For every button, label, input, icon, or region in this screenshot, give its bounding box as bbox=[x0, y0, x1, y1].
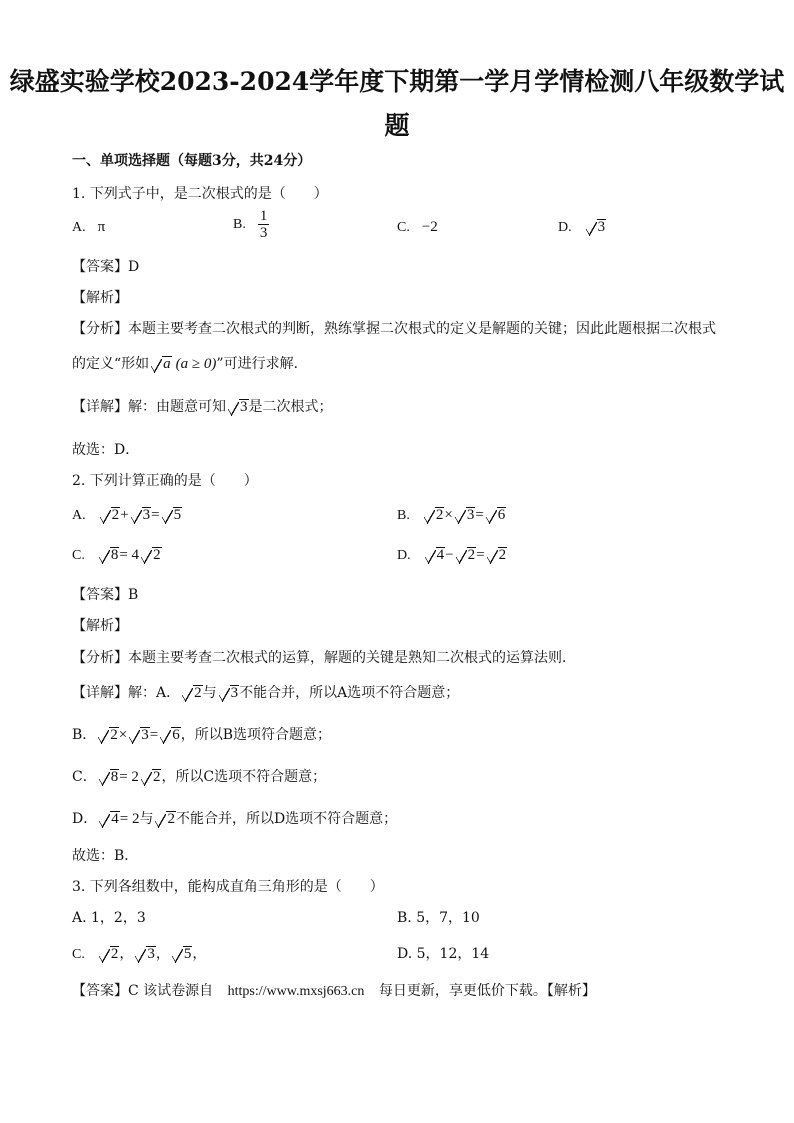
q1-option-d: D. 3 bbox=[558, 219, 606, 235]
q2-option-c: C. 8= 4 2 bbox=[72, 547, 161, 563]
q1-option-b: B. $\frac{1}{3}$ bbox=[233, 208, 268, 241]
q2-option-d: D. 4− 2= 2 bbox=[397, 547, 507, 563]
q2-answer: 【答案】B bbox=[72, 587, 139, 603]
fraction-one-third: $\frac{1}{3}$ bbox=[259, 208, 268, 241]
document-title-line2: 题 bbox=[384, 111, 410, 140]
q1-option-a: A. π bbox=[72, 219, 106, 235]
q2-choose: 故选：B． bbox=[72, 848, 139, 864]
source-link[interactable]: https://www.mxsj663.cn bbox=[227, 984, 365, 999]
q2-option-a: A. 2+ 3= 5 bbox=[72, 507, 182, 523]
q1-analysis-line1: 【分析】本题主要考查二次根式的判断，熟练掌握二次根式的定义是解题的关键；因此此题根据二次根式 bbox=[72, 321, 716, 337]
question-3-stem: 3. 下列各组数中，能构成直角三角形的是（ ） bbox=[72, 879, 384, 895]
section-heading: 一、单项选择题（每题3分，共24分） bbox=[72, 153, 312, 169]
q3-option-b: B. 5，7，10 bbox=[397, 910, 480, 926]
document-title-line1: 绿盛实验学校2023-2024学年度下期第一学月学情检测八年级数学试 bbox=[9, 67, 785, 96]
q1-answer: 【答案】D bbox=[72, 259, 140, 275]
q1-analysis-line2: 的定义“形如 a (a ≥ 0)”可进行求解． bbox=[72, 356, 308, 372]
q3-answer-footer: 【答案】C 该试卷源自 https://www.mxsj663.cn 每日更新，享更低价下载。【解析】 bbox=[72, 983, 596, 999]
question-2-stem: 2. 下列计算正确的是（ ） bbox=[72, 473, 258, 489]
q1-option-c: C. −2 bbox=[397, 219, 438, 235]
q2-option-b: B. 2× 3= 6 bbox=[397, 507, 506, 523]
q1-choose: 故选：D． bbox=[72, 442, 140, 458]
q2-jiexi: 【解析】 bbox=[72, 618, 128, 634]
q2-analysis: 【分析】本题主要考查二次根式的运算，解题的关键是熟知二次根式的运算法则． bbox=[72, 650, 576, 666]
question-1-stem: 1. 下列式子中，是二次根式的是（ ） bbox=[72, 186, 328, 202]
q2-detail-d: D． 4= 2与 2不能合并，所以D选项不符合题意； bbox=[72, 811, 398, 827]
q2-detail-b: B． 2× 3= 6，所以B选项符合题意； bbox=[72, 727, 332, 743]
q3-option-c: C. 2， 3， 5， bbox=[72, 946, 207, 962]
q2-detail-a: 【详解】解：A． 2与 3不能合并，所以A选项不符合题意； bbox=[72, 685, 460, 701]
q3-option-a: A. 1，2，3 bbox=[72, 910, 146, 926]
q1-jiexi: 【解析】 bbox=[72, 290, 128, 306]
q2-detail-c: C． 8= 2 2，所以C选项不符合题意； bbox=[72, 769, 327, 785]
q1-detail: 【详解】解：由题意可知 3是二次根式； bbox=[72, 399, 333, 415]
q3-option-d: D. 5，12，14 bbox=[397, 946, 490, 962]
